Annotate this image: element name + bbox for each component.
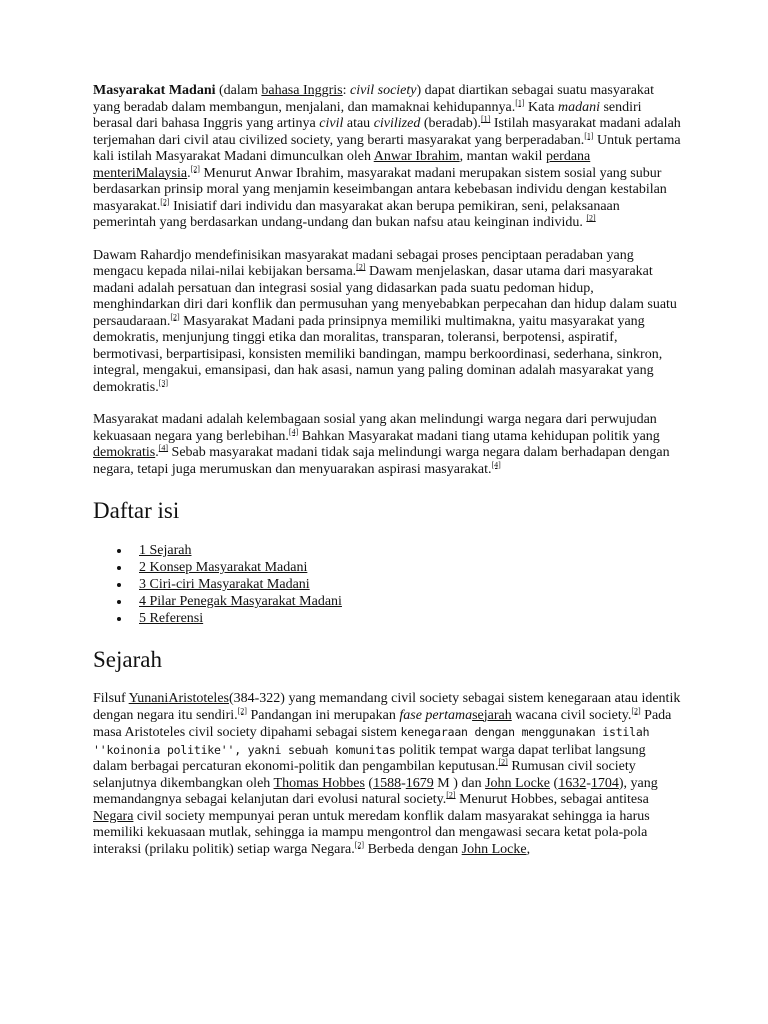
text: Pada masa Aristoteles civil society dipahami sebagai sistem [93, 707, 672, 740]
text: Menurut Anwar Ibrahim, masyarakat madani merupakan sistem sosial yang subur berdasarkan prinsip moral yang menjamin keseimbangan antara kebebasan individu dengan kestabilan masyarakat. [93, 165, 667, 214]
link-yunani[interactable]: Yunani [128, 691, 169, 706]
text: Bahkan Masyarakat madani tiang utama kehidupan politik yang [298, 428, 660, 444]
reference-link[interactable]: [4] [491, 459, 501, 469]
link-john-locke-2[interactable]: John Locke [461, 841, 527, 857]
text: , mantan wakil [459, 149, 546, 164]
text: (beradab). [420, 116, 481, 131]
toc-item [139, 593, 683, 610]
text: sendiri berasal dari bahasa Inggris yang artinya [93, 99, 642, 131]
monospace-text: kenegaraan dengan menggunakan istilah ''koinonia politike'', yakni sebuah komunitas [93, 725, 650, 757]
italic-term: civilized [373, 116, 421, 131]
toc-item [139, 542, 683, 559]
link-thomas-hobbes[interactable]: Thomas Hobbes [273, 775, 365, 791]
term-bold: Masyarakat Madani [93, 83, 216, 98]
text: - [586, 775, 591, 791]
intro-paragraph [93, 83, 683, 232]
reference-link[interactable]: [2] [160, 196, 170, 206]
kelembagaan-paragraph [93, 412, 683, 478]
link-perdana-menteri[interactable]: perdana menteri [93, 149, 591, 181]
text: , [526, 841, 531, 857]
italic-term: civil society [350, 83, 417, 98]
reference-link[interactable]: [2] [446, 790, 456, 800]
text: Rumusan civil society selanjutnya dikembangkan oleh [93, 759, 636, 791]
link-john-locke[interactable]: John Locke [485, 775, 551, 791]
toc-link-konsep[interactable]: 2 Konsep Masyarakat Madani [139, 560, 308, 575]
dawam-paragraph [93, 248, 683, 397]
text: ( [550, 775, 559, 791]
toc-heading: Daftar isi [93, 498, 180, 523]
toc-link-sejarah[interactable]: 1 Sejarah [139, 543, 192, 558]
text: Dawam Rahardjo mendefinisikan masyarakat madani sebagai proses penciptaan peradaban yang mengacu kepada nilai-nilai kebijakan bersama. [93, 247, 634, 279]
text: Istilah masyarakat madani adalah terjemahan dari civil atau civilized society, yang berarti masyarakat yang berperadaban. [93, 116, 681, 148]
italic-term: madani [557, 99, 600, 115]
link-year-1632[interactable]: 1632 [558, 775, 587, 791]
reference-link[interactable]: [2] [190, 163, 200, 173]
text: ), yang memandangnya sebagai kelanjutan dari evolusi natural society. [93, 775, 658, 807]
toc-item [139, 559, 683, 576]
reference-link[interactable]: [4] [158, 443, 169, 453]
toc-link-referensi[interactable]: 5 Referensi [139, 611, 204, 626]
text: Menurut Hobbes, sebagai antitesa [455, 792, 649, 807]
text: Inisiatif dari individu dan masyarakat akan berupa pemikiran, seni, pelaksanaan pemerintah yang berdasarkan undang-undang dan bukan nafsu atau keinginan individu. [93, 198, 620, 230]
text: ) dapat diartikan sebagai suatu masyarakat yang beradab dalam membangun, menjalani, dan mamaknai kehidupannya. [93, 83, 655, 115]
toc-link-pilar[interactable]: 4 Pilar Penegak Masyarakat Madani [139, 594, 342, 609]
link-anwar-ibrahim[interactable]: Anwar Ibrahim [373, 149, 460, 164]
text: . [187, 165, 191, 181]
reference-link[interactable]: [2] [170, 311, 180, 321]
italic-term: civil [319, 116, 344, 131]
reference-link[interactable]: [3] [158, 377, 169, 387]
sejarah-heading: Sejarah [93, 647, 162, 672]
text: Berbeda dengan [364, 841, 462, 857]
toc-item [139, 610, 683, 627]
link-bahasa-inggris[interactable]: bahasa Inggris [261, 83, 343, 98]
reference-link[interactable]: [2] [498, 757, 508, 767]
article [93, 83, 683, 858]
text: wacana civil society. [511, 707, 632, 723]
text: atau [343, 116, 374, 131]
italic-term: fase pertama [399, 707, 473, 723]
reference-link[interactable]: [1] [584, 130, 594, 140]
text: : [342, 83, 351, 98]
reference-link[interactable]: [2] [237, 705, 247, 715]
link-negara[interactable]: Negara [93, 808, 134, 824]
text: M ) dan [433, 775, 486, 791]
text: Filsuf [93, 691, 129, 706]
link-year-1704[interactable]: 1704 [590, 775, 619, 791]
toc-list [93, 542, 683, 627]
text: Untuk pertama kali istilah Masyarakat Madani dimunculkan oleh [93, 132, 681, 164]
link-malaysia[interactable]: Malaysia [135, 165, 188, 181]
sejarah-paragraph [93, 691, 683, 858]
toc-item [139, 576, 683, 593]
reference-link[interactable]: [1] [515, 97, 525, 107]
link-aristoteles[interactable]: Aristoteles [168, 691, 229, 706]
link-year-1588[interactable]: 1588 [373, 775, 402, 791]
link-year-1679[interactable]: 1679 [405, 775, 434, 791]
toc-link-ciri-ciri[interactable]: 3 Ciri-ciri Masyarakat Madani [139, 577, 310, 592]
text: Pandangan ini merupakan [246, 707, 400, 723]
reference-link[interactable]: [2] [586, 213, 596, 223]
reference-link[interactable]: [4] [288, 426, 299, 436]
text: . [155, 445, 159, 460]
reference-link[interactable]: [1] [480, 114, 491, 124]
reference-link[interactable]: [2] [356, 262, 366, 272]
text: politik tempat warga dapat terlibat langsung dalam berbagai percaturan ekonomi-politik dan pengambilan keputusan. [93, 742, 646, 774]
text: Dawam menjelaskan, dasar utama dari masyarakat madani adalah persatuan dan integrasi sosial yang didasarkan pada suatu pedoman hidup, menghindarkan diri dari konflik dan permusuhan yang menyebabkan perpecahan dan hidup dalam suatu persaudaraan. [93, 264, 677, 329]
text: Kata [524, 99, 558, 115]
text: (dalam [215, 83, 262, 98]
text: Masyarakat madani adalah kelembagaan sosial yang akan melindungi warga negara dari perwujudan kekuasaan negara yang berlebihan. [93, 412, 657, 444]
text: (384-322) yang memandang civil society sebagai sistem kenegaraan atau identik dengan negara itu sendiri. [93, 691, 681, 723]
text: civil society mempunyai peran untuk meredam konflik dalam masyarakat sehingga ia harus memiliki kekuasaan mutlak, sehingga ia mampu mengontrol dan mengawasi secara ketat pola-pola interaksi (prilaku politik) setiap warga Negara. [93, 808, 650, 857]
text: Sebab masyarakat madani tidak saja melindungi warga negara dalam berhadapan dengan negara, tetapi juga merumuskan dan menyuarakan aspirasi masyarakat. [93, 445, 670, 477]
text: - [401, 775, 406, 791]
text: ( [364, 775, 374, 791]
text: Masyarakat Madani pada prinsipnya memiliki multimakna, yaitu masyarakat yang demokratis, menjunjung tinggi etika dan moralitas, transparan, toleransi, berpotensi, aspiratif, bermotivasi, berpartisipasi, konsisten memiliki bandingan, mampu berkoordinasi, sederhana, sinkron, integral, mengakui, emansipasi, dan hak asasi, namun yang paling dominan adalah masyarakat yang demokratis. [93, 313, 663, 395]
link-sejarah[interactable]: sejarah [472, 707, 512, 723]
reference-link[interactable]: [2] [631, 705, 641, 715]
link-demokratis[interactable]: demokratis [93, 445, 156, 460]
reference-link[interactable]: [2] [354, 839, 365, 849]
